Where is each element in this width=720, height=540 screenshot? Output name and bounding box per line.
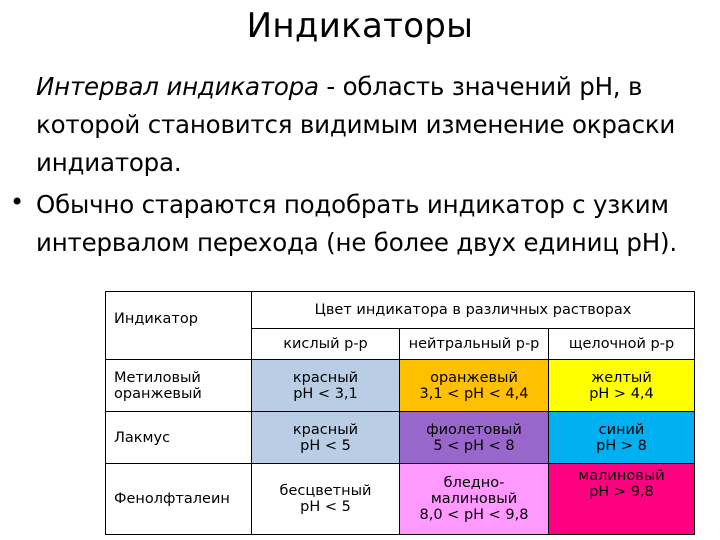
ph-range: pH < 5 [300,499,351,515]
cell-neutral [400,464,549,535]
table-row [106,412,695,464]
color-name: красный [292,369,359,386]
cell-acid [252,412,400,464]
color-name: красный [292,421,359,438]
ph-range: pH > 8 [596,437,647,454]
header-alkaline: щелочной р-р [549,329,695,360]
color-name: фиолетовый [426,421,522,438]
ph-range: 5 < pH < 8 [433,437,515,454]
definition-text: - область значений pH, в которой становится видимым изменение окраски индиатора. [36,72,676,177]
paragraph-selection: Обычно стараются подобрать индикатор с узким интервалом перехода (не более двух единиц pH). [36,190,677,257]
table-row [106,360,695,412]
header-neutral: нейтральный р-р [400,329,549,360]
indicator-table [105,291,695,535]
color-name: оранжевый [430,369,518,386]
cell-acid [252,464,400,535]
cell-neutral [400,412,549,464]
color-name: бледно- [443,475,505,491]
ph-range: pH > 4,4 [589,385,654,402]
color-name: бесцветный [279,483,372,499]
cell-acid [252,360,400,412]
ph-range: pH < 3,1 [293,385,358,402]
slide-title: Индикаторы [246,6,474,46]
bullet-point: • [10,188,25,216]
ph-range: 8,0 < pH < 9,8 [419,507,529,523]
paragraph-definition [36,68,716,182]
color-name: синий [598,421,645,438]
color-name: малиновый [430,491,518,507]
cell-alkaline [549,412,695,464]
ph-range: 3,1 < pH < 4,4 [419,385,529,402]
cell-alkaline [549,464,695,535]
indicator-name: Метиловый оранжевый [106,360,252,412]
ph-range: pH > 9,8 [589,484,654,500]
cell-alkaline [549,360,695,412]
header-indicator: Индикатор [106,311,252,342]
color-name: малиновый [578,468,665,484]
ph-range: pH < 5 [300,437,351,454]
indicator-name: Лакмус [106,412,252,464]
header-acid: кислый р-р [252,329,400,360]
color-name: желтый [591,369,652,386]
table-row [106,464,695,535]
indicator-name: Фенолфталеин [106,464,252,535]
header-group: Цвет индикатора в различных растворах [252,292,695,329]
term-indicator-interval: Интервал индикатора [36,72,319,101]
cell-neutral [400,360,549,412]
